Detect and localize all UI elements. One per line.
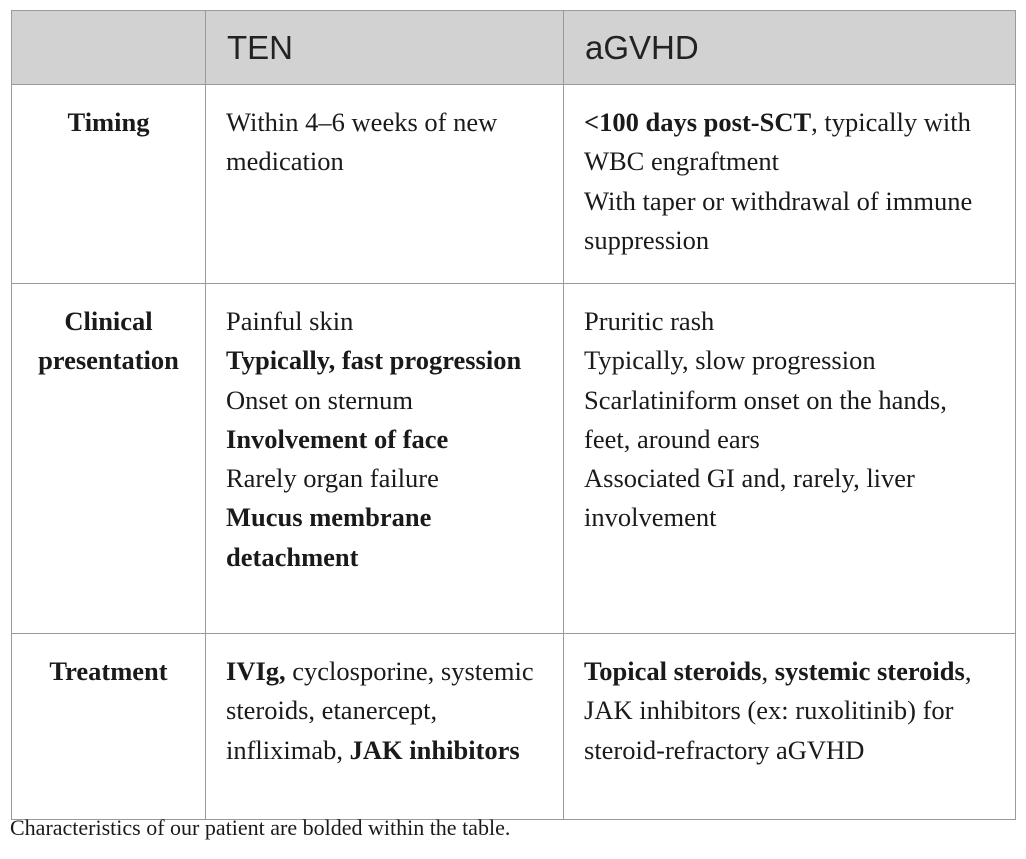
treatment-agvhd-bold1: Topical steroids xyxy=(584,656,762,686)
table-header xyxy=(12,11,1016,85)
table-row-treatment xyxy=(12,634,1016,820)
treatment-ten-bold2: JAK inhibitors xyxy=(349,734,520,765)
table-caption: Characteristics of our patient are bolded within the table. xyxy=(10,815,511,840)
clinical-ten-line3: Onset on sternum xyxy=(226,384,413,415)
cell-timing-agvhd xyxy=(564,85,1016,284)
table-body xyxy=(12,85,1016,820)
header-row xyxy=(12,11,1016,85)
header-corner-cell xyxy=(12,11,206,85)
comparison-table xyxy=(11,10,1016,820)
header-ten: TEN xyxy=(206,11,564,85)
cell-treatment-agvhd xyxy=(564,634,1016,820)
treatment-agvhd-text2: , JAK inhibitors (ex: ruxolitinib) for steroid-refractory aGVHD xyxy=(584,656,972,765)
row-label-clinical-presentation: Clinical presentation xyxy=(12,284,206,634)
cell-timing-ten xyxy=(206,85,564,284)
row-label-treatment: Treatment xyxy=(12,634,206,820)
clinical-agvhd-line2: Typically, slow progression xyxy=(584,345,876,376)
clinical-ten-line2: Typically, fast progression xyxy=(226,345,522,376)
timing-agvhd-line1 xyxy=(584,103,995,182)
clinical-ten-line4: Involvement of face xyxy=(226,423,449,454)
clinical-ten-line6: Mucus membrane detachment xyxy=(226,502,432,572)
clinical-ten-line1: Painful skin xyxy=(226,306,354,336)
cell-clinical-ten xyxy=(206,284,564,634)
clinical-agvhd-line3: Scarlatiniform onset on the hands, feet, around ears xyxy=(584,384,947,454)
clinical-ten-line5: Rarely organ failure xyxy=(226,463,439,494)
timing-agvhd-rest: , typically with WBC engraftment xyxy=(584,107,971,177)
treatment-agvhd-text1: , xyxy=(761,656,775,686)
timing-agvhd-line2: With taper or withdrawal of immune suppression xyxy=(584,185,973,255)
header-agvhd: aGVHD xyxy=(564,11,1016,85)
table-row-timing xyxy=(12,85,1016,284)
table-row-clinical-presentation xyxy=(12,284,1016,634)
treatment-ten-bold1: IVIg, xyxy=(226,656,286,686)
timing-agvhd-bold: <100 days post-SCT xyxy=(584,107,812,137)
cell-clinical-agvhd xyxy=(564,284,1016,634)
clinical-agvhd-line1: Pruritic rash xyxy=(584,306,715,336)
treatment-agvhd-bold2: systemic steroids xyxy=(774,656,965,686)
clinical-agvhd-line4: Associated GI and, rarely, liver involvement xyxy=(584,463,915,533)
row-label-timing: Timing xyxy=(12,85,206,284)
timing-ten-text: Within 4–6 weeks of new medication xyxy=(226,107,498,177)
treatment-ten-text1: cyclosporine, systemic steroids, etanercept, infliximab, xyxy=(226,656,534,765)
cell-treatment-ten xyxy=(206,634,564,820)
